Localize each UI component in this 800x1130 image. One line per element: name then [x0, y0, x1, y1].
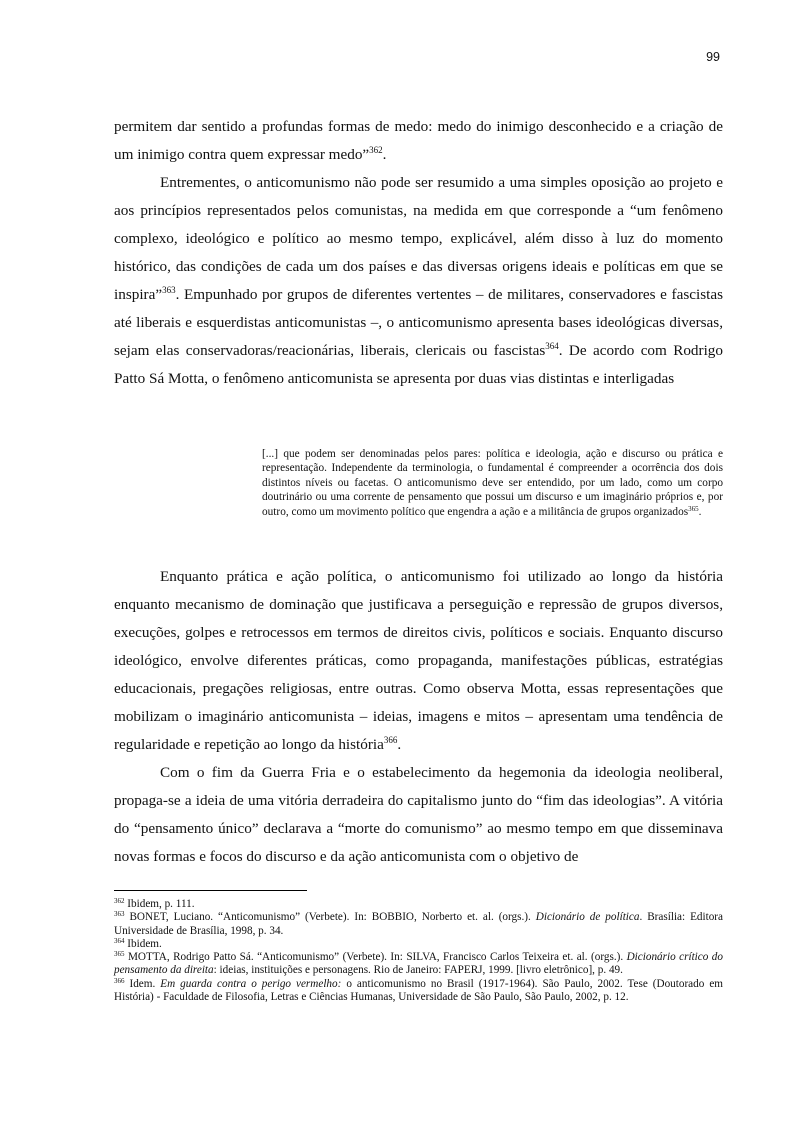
footnote-number: 363 [114, 910, 125, 919]
footnote-text: o anticomunismo no Brasil (1917-1964). São Paulo, 2002. Tese (Doutorado em História) - Faculdade de Filosofia, Letras e Ciências Humanas, Universidade de São Paulo, São Paulo, 2002, p. 12. [114, 977, 723, 1004]
paragraph-3-text: Enquanto prática e ação política, o anticomunismo foi utilizado ao longo da história enquanto mecanismo de dominação que justificava a perseguição e repressão de grupos diversos, execuções, golpes e retrocessos em termos de direitos civis, políticos e sociais. Enquanto discurso ideológico, envolve diferentes práticas, como propaganda, manifestações públicas, estratégias educacionais, pregações religiosas, entre outras. Como observa Motta, essas representações que mobilizam o imaginário anticomunista – ideias, imagens e mitos – apresentam uma tendência de regularidade e repetição ao longo da história [114, 568, 723, 753]
block-quote-end: . [698, 505, 702, 518]
paragraph-2 [114, 169, 723, 393]
paragraph-2-text-b: . Empunhado por grupos de diferentes vertentes – de militares, conservadores e fascistas até liberais e esquerdistas anticomunistas –, o anticomunismo apresenta bases ideológicas diversas, sejam elas conservadoras/reacionárias, liberais, clericais ou fascistas [114, 286, 723, 359]
footnote-ref-363: 363 [162, 285, 176, 295]
body-text-top [114, 113, 723, 393]
footnote-text: Ibidem, p. 111. [124, 898, 195, 910]
footnote-ref-365: 365 [688, 504, 699, 513]
footnote-number: 366 [114, 976, 125, 985]
footnote-text: Ibidem. [124, 937, 162, 950]
body-text-bottom [114, 563, 723, 871]
paragraph-3-end: . [397, 736, 402, 753]
paragraph-1-end: . [382, 146, 387, 163]
paragraph-2-text-c: . De acordo com Rodrigo Patto Sá Motta, o fenômeno anticomunista se apresenta por duas vias distintas e interligadas [114, 342, 723, 387]
footnote-text: BONET, Luciano. “Anticomunismo” (Verbete). In: BOBBIO, Norberto et. al. (orgs.). [124, 911, 536, 924]
footnote-ref-364: 364 [545, 341, 559, 351]
footnote-ref-366: 366 [383, 735, 398, 745]
footnote-text: MOTTA, Rodrigo Patto Sá. “Anticomunismo” (Verbete). In: SILVA, Francisco Carlos Teixeira et. al. (orgs.). [124, 951, 627, 964]
footnote-text: : ideias, instituições e personagens. Rio de Janeiro: FAPERJ, 1999. [livro eletrônico], p. 49. [213, 964, 623, 977]
footnote-text: . Brasília: Editora Universidade de Brasília, 1998, p. 34. [114, 911, 724, 937]
footnote-364 [114, 938, 723, 951]
footnote-number: 364 [114, 936, 125, 945]
footnote-italic-title: Em guarda contra o perigo vermelho: [160, 977, 342, 990]
footnote-separator [114, 890, 307, 891]
block-quote [262, 447, 723, 519]
paragraph-3 [114, 563, 723, 759]
block-quote-text: [...] que podem ser denominadas pelos pares: política e ideologia, ação e discurso ou prática e representação. Independente da terminologia, o fundamental é compreender a ocorrência dos dois distintos níveis ou facetas. O anticomunismo deve ser entendido, por um lado, como um corpo doutrinário ou uma corrente de pensamento que possui um discurso e um imaginário próprios e, por outro, como um movimento político que engendra a ação e a militância de grupos organizados [262, 448, 723, 518]
paragraph-4-text: Com o fim da Guerra Fria e o estabelecimento da hegemonia da ideologia neoliberal, propaga-se a ideia de uma vitória derradeira do capitalismo junto do “fim das ideologias”. A vitória do “pensamento único” declarava a “morte do comunismo” ao mesmo tempo em que disseminava novas formas e focos do discurso e da ação anticomunista com o objetivo de [114, 764, 723, 865]
paragraph-2-text-a: Entrementes, o anticomunismo não pode ser resumido a uma simples oposição ao projeto e aos princípios representados pelos comunistas, na medida em que corresponde a “um fenômeno complexo, ideológico e político ao mesmo tempo, explicável, além disso à luz do momento histórico, das condições de cada um dos países e das diversas origens ideais e políticas em que se inspira” [114, 174, 723, 303]
footnote-text: Idem. [124, 977, 161, 990]
footnotes [114, 898, 723, 1004]
footnote-ref-362: 362 [369, 145, 383, 155]
footnote-363 [114, 911, 723, 938]
paragraph-4 [114, 759, 723, 871]
footnote-italic-title: Dicionário crítico do pensamento da direita [114, 951, 723, 977]
footnote-italic-title: Dicionário de política [535, 911, 640, 924]
paragraph-1-text: permitem dar sentido a profundas formas de medo: medo do inimigo desconhecido e a criação de um inimigo contra quem expressar medo” [114, 118, 723, 163]
paragraph-1 [114, 113, 723, 169]
page-number: 99 [706, 50, 720, 64]
footnote-number: 365 [114, 950, 125, 959]
footnote-362 [114, 898, 723, 911]
footnote-365 [114, 951, 723, 978]
footnote-number: 362 [114, 897, 125, 905]
footnote-366 [114, 978, 723, 1005]
